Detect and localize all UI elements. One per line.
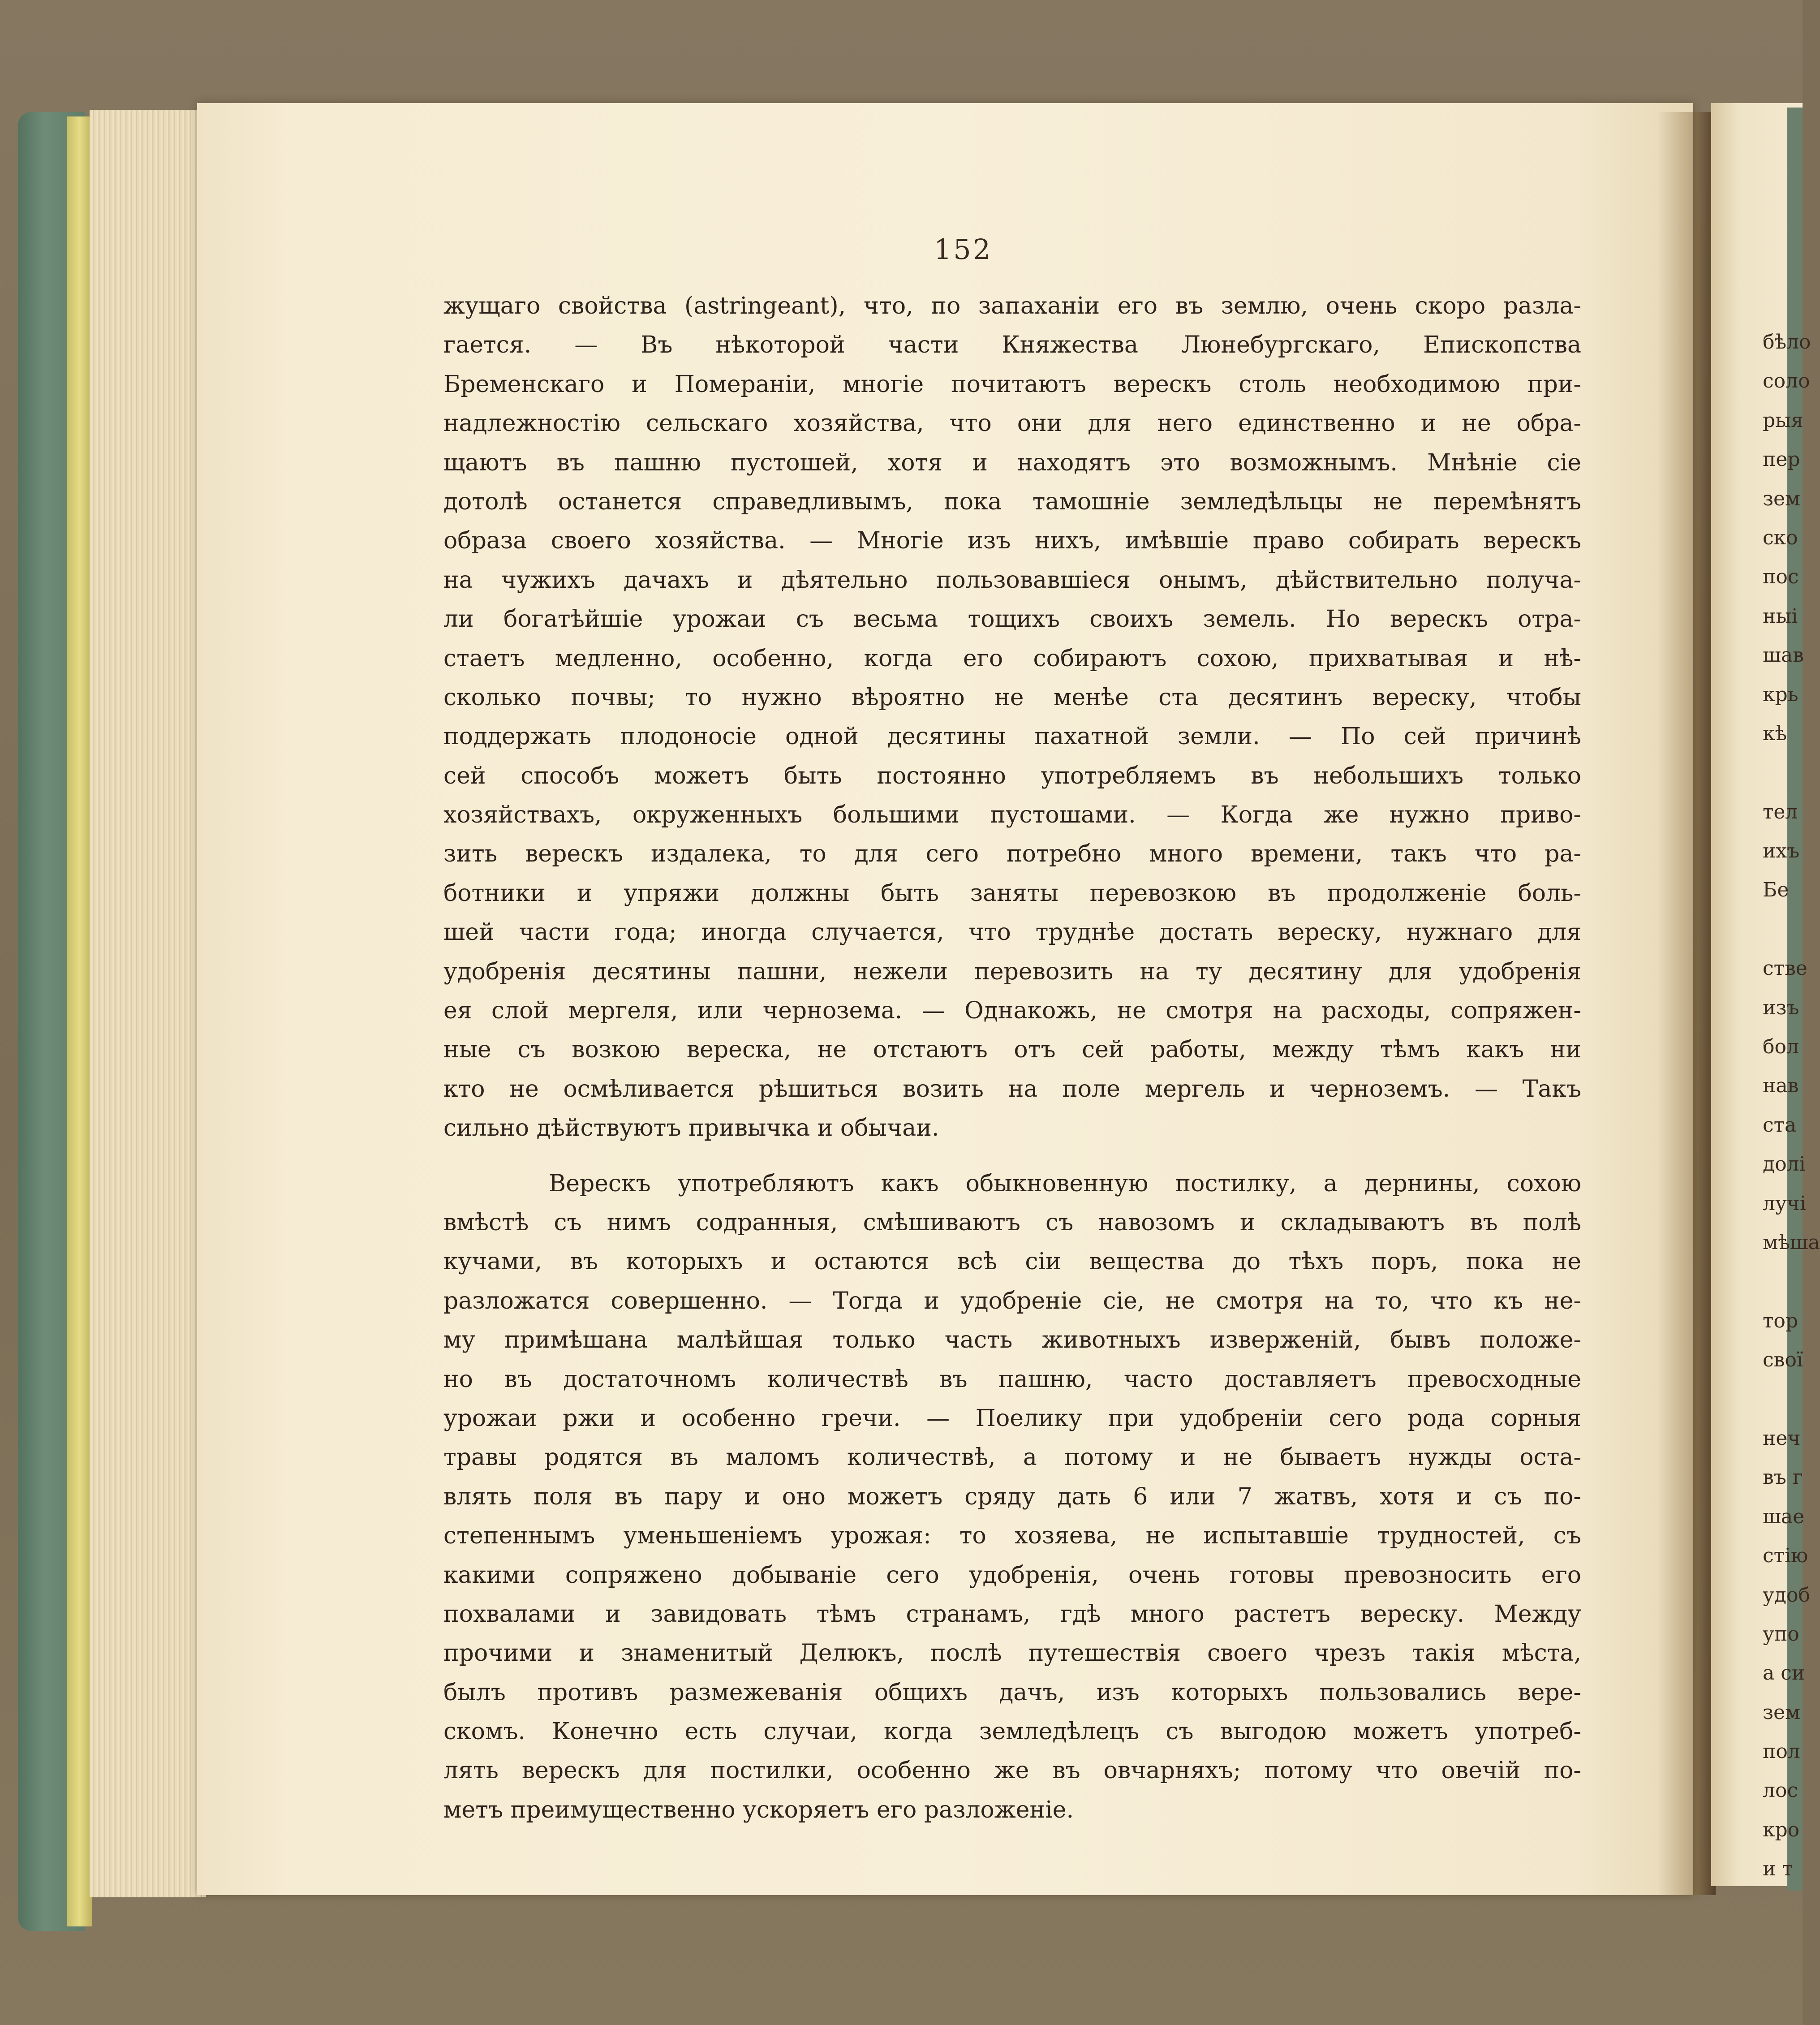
paragraph-1 — [443, 287, 1581, 1148]
facing-page-fragment: бол — [1763, 1035, 1799, 1059]
text-line: образа своего хозяйства. — Многіе изъ нихъ, имѣвшіе право собирать верескъ — [443, 527, 1581, 555]
text-line: былъ противъ размежеванія общихъ дачъ, изъ которыхъ пользовались вере- — [443, 1679, 1581, 1706]
gilt-page-edge — [67, 116, 92, 1926]
facing-page-fragment: свої — [1763, 1349, 1803, 1372]
facing-page-gap — [1763, 1262, 1803, 1301]
facing-page-fragment: нав — [1763, 1074, 1799, 1098]
facing-page-fragment: тел — [1763, 800, 1798, 823]
text-line: вмѣстѣ съ нимъ содранныя, смѣшиваютъ съ навозомъ и складываютъ въ полѣ — [443, 1209, 1581, 1236]
paragraph-2 — [443, 1164, 1581, 1830]
facing-page-fragment: долі — [1763, 1153, 1806, 1176]
text-line: похвалами и завидовать тѣмъ странамъ, гдѣ много растетъ вереску. Между — [443, 1600, 1581, 1628]
text-line: травы родятся въ маломъ количествѣ, а потому и не бываетъ нужды оста- — [443, 1444, 1581, 1471]
facing-page-fragment: бѣло — [1763, 331, 1811, 353]
body-text — [443, 287, 1581, 1830]
facing-page-fragment: пос — [1763, 565, 1799, 589]
facing-page-fragment: удоб — [1763, 1583, 1810, 1607]
facing-page-fragment: упо — [1763, 1622, 1799, 1646]
facing-page-fragment: зем — [1763, 1701, 1801, 1724]
facing-page-gap — [1763, 910, 1803, 949]
text-line: сколько почвы; то нужно вѣроятно не менѣе ста десятинъ вереску, чтобы — [443, 684, 1581, 711]
facing-page-fragment: ихъ — [1763, 840, 1800, 863]
facing-page-fragment: кѣ — [1763, 722, 1787, 745]
text-line: сей способъ можетъ быть постоянно употребляемъ въ небольшихъ только — [443, 762, 1581, 789]
text-line: удобренія десятины пашни, нежели перевозить на ту десятину для удобренія — [443, 958, 1581, 985]
facing-page-fragment: пер — [1763, 448, 1800, 471]
facing-page-fragment: ста — [1763, 1113, 1797, 1137]
facing-page-gap — [1763, 753, 1803, 792]
text-line: на чужихъ дачахъ и дѣятельно пользовавшіеся онымъ, дѣйствительно получа- — [443, 566, 1581, 594]
text-line: прочими и знаменитый Делюкъ, послѣ путешествія своего чрезъ такія мѣста, — [443, 1640, 1581, 1667]
text-line: хозяйствахъ, окруженныхъ большими пустошами. — Когда же нужно приво- — [443, 801, 1581, 829]
text-line: надлежностію сельскаго хозяйства, что они для него единственно и не обра- — [443, 410, 1581, 437]
text-line: зить верескъ издалека, то для сего потребно много времени, такъ что ра- — [443, 840, 1581, 868]
text-line: жущаго свойства (astringeant), что, по запаханіи его въ землю, очень скоро разла- — [443, 293, 1581, 319]
facing-page-gap — [1763, 1380, 1803, 1419]
text-line: Верескъ употребляютъ какъ обыкновенную постилку, а дернины, сохою — [549, 1170, 1581, 1197]
facing-page-fragment: тор — [1763, 1309, 1798, 1332]
page-number: 152 — [934, 233, 993, 266]
text-line: урожаи ржи и особенно гречи. — Поелику при удобреніи сего рода сорныя — [443, 1405, 1581, 1432]
facing-page-fragment: ныі — [1763, 604, 1798, 628]
facing-page-fragment: въ г — [1763, 1466, 1803, 1489]
text-line: стаетъ медленно, особенно, когда его собираютъ сохою, прихватывая и нѣ- — [443, 645, 1581, 672]
text-line: ботники и упряжи должны быть заняты перевозкою въ продолженіе боль- — [443, 879, 1581, 907]
text-line: ли богатѣйшіе урожаи съ весьма тощихъ своихъ земель. Но верескъ отра- — [443, 606, 1581, 633]
facing-page-fragment: изъ — [1763, 996, 1799, 1019]
text-line: Бременскаго и Помераніи, многіе почитаютъ верескъ столь необходимою при- — [443, 371, 1581, 398]
text-line: сильно дѣйствуютъ привычка и обычаи. — [443, 1115, 939, 1142]
text-line: щаютъ въ пашню пустошей, хотя и находятъ это возможнымъ. Мнѣніе сіе — [443, 449, 1581, 476]
text-line: скомъ. Конечно есть случаи, когда земледѣлецъ съ выгодою можетъ употреб- — [443, 1718, 1581, 1745]
text-line: гается. — Въ нѣкоторой части Княжества Люнебургскаго, Епископства — [443, 332, 1581, 359]
text-line: дотолѣ останется справедливымъ, пока тамошніе земледѣльцы не перемѣнятъ — [443, 488, 1581, 515]
text-line: но въ достаточномъ количествѣ въ пашню, часто доставляетъ превосходные — [443, 1366, 1581, 1393]
page-stack-edges — [90, 110, 206, 1897]
facing-page-fragment: стве — [1763, 957, 1807, 980]
facing-page-text — [1763, 323, 1820, 1889]
facing-page-fragment: Бе — [1763, 879, 1789, 902]
text-line: му примѣшана малѣйшая только часть животныхъ изверженій, бывъ положе- — [443, 1327, 1581, 1354]
text-line: ея слой мергеля, или чернозема. — Однакожь, не смотря на расходы, сопряжен- — [443, 997, 1581, 1025]
text-line: кто не осмѣливается рѣшиться возить на поле мергель и черноземъ. — Такъ — [443, 1075, 1581, 1103]
text-line: кучами, въ которыхъ и остаются всѣ сіи вещества до тѣхъ поръ, пока не — [443, 1248, 1581, 1275]
text-line: ные съ возкою вереска, не отстаютъ отъ сей работы, между тѣмъ какъ ни — [443, 1036, 1581, 1064]
facing-page-fragment: а си — [1763, 1662, 1805, 1685]
facing-page-fragment: ско — [1763, 526, 1798, 549]
facing-page-fragment: мѣша — [1763, 1231, 1820, 1254]
facing-page-fragment: лос — [1763, 1779, 1798, 1802]
facing-page-fragment: зем — [1763, 487, 1801, 510]
facing-page-fragment: рыя — [1763, 409, 1803, 432]
text-line: шей части года; иногда случается, что труднѣе достать вереску, нужнаго для — [443, 919, 1581, 946]
facing-page-fragment: лучі — [1763, 1192, 1807, 1215]
text-line: влять поля въ пару и оно можетъ сряду дать 6 или 7 жатвъ, хотя и съ по- — [443, 1483, 1581, 1510]
text-line: степеннымъ уменьшеніемъ урожая: то хозяева, не испытавшіе трудностей, съ — [443, 1522, 1581, 1550]
facing-page-fragment: крь — [1763, 683, 1798, 706]
facing-page-fragment: и т — [1763, 1857, 1793, 1881]
text-line: какими сопряжено добываніе сего удобренія, очень готовы превозносить его — [443, 1561, 1581, 1589]
facing-page-fragment: неч — [1763, 1426, 1801, 1450]
paragraph-spacer — [443, 1148, 1581, 1164]
facing-page-fragment: шае — [1763, 1505, 1805, 1528]
facing-page-fragment: пол — [1763, 1740, 1800, 1763]
facing-page-fragment: кро — [1763, 1818, 1800, 1841]
facing-page-fragment: стію — [1763, 1544, 1808, 1568]
text-line: лять верескъ для постилки, особенно же въ овчарняхъ; потому что овечій по- — [443, 1757, 1581, 1784]
text-line: поддержать плодоносіе одной десятины пахатной земли. — По сей причинѣ — [443, 723, 1581, 750]
text-line: разложатся совершенно. — Тогда и удобреніе сіе, не смотря на то, что къ не- — [443, 1287, 1581, 1314]
text-line: метъ преимущественно ускоряетъ его разложеніе. — [443, 1796, 1074, 1823]
book-gutter-shadow — [1657, 112, 1716, 1895]
facing-page-fragment: соло — [1763, 370, 1810, 393]
facing-page-fragment: шав — [1763, 644, 1804, 667]
